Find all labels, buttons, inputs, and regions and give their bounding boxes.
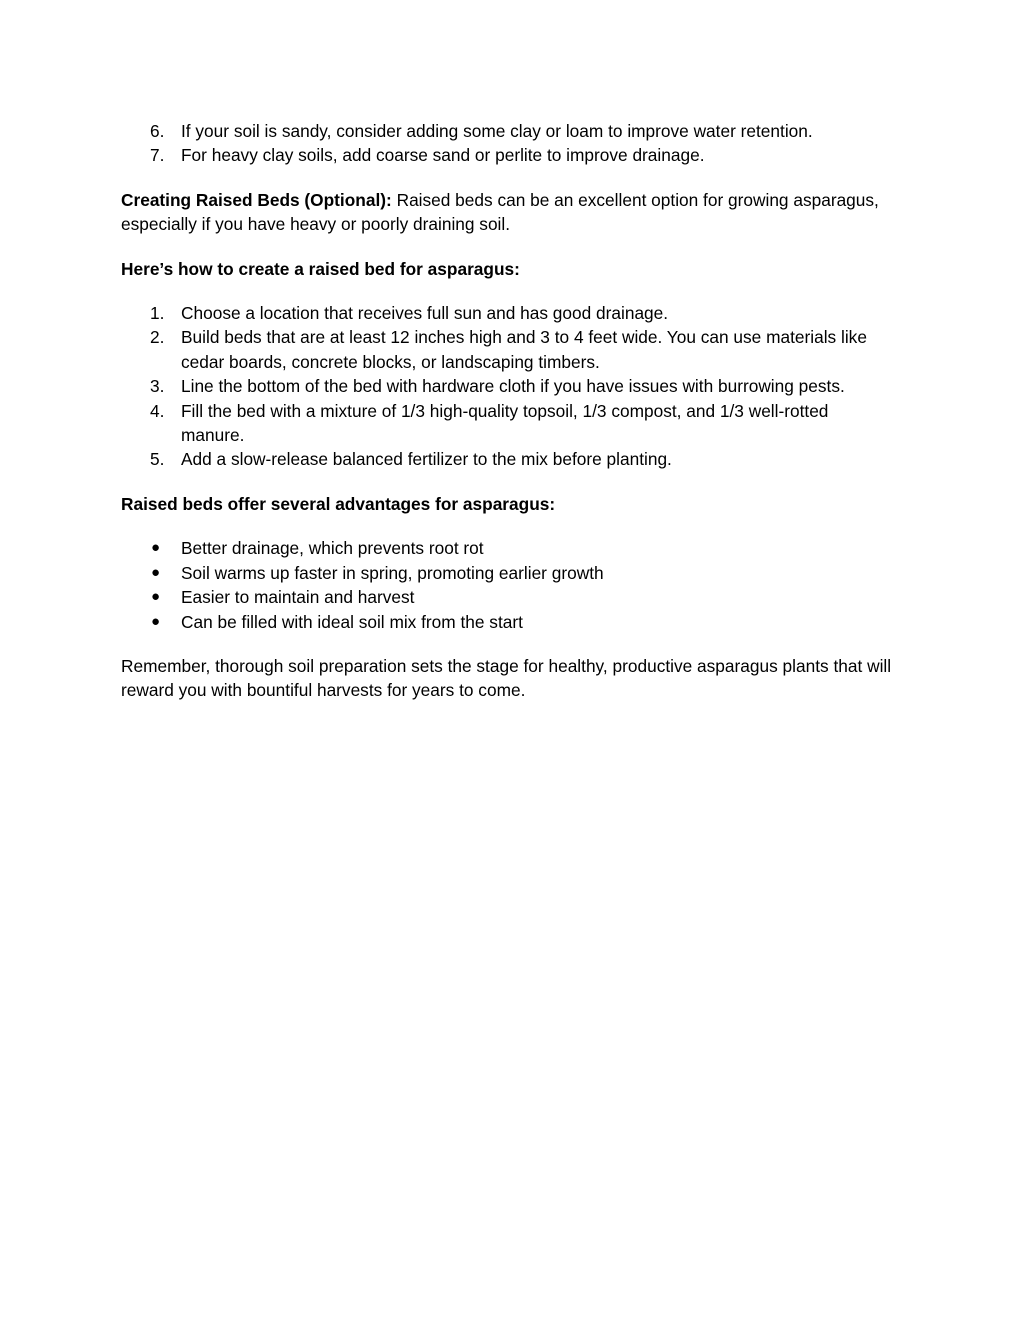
list-item — [121, 119, 896, 143]
raised-beds-intro-heading: Creating Raised Beds (Optional): — [121, 189, 392, 210]
bullet-item — [121, 536, 896, 560]
raised-beds-intro-paragraph — [121, 188, 896, 237]
soil-amendment-list — [121, 119, 896, 168]
list-marker: 3. — [150, 376, 165, 397]
bullet-item — [121, 585, 896, 609]
list-item — [121, 399, 896, 448]
bullet-item-text: Can be filled with ideal soil mix from the start — [181, 611, 523, 632]
bullet-item — [121, 561, 896, 585]
bullet-item-text: Easier to maintain and harvest — [181, 587, 415, 608]
list-item-text: Line the bottom of the bed with hardware cloth if you have issues with burrowing pests. — [181, 376, 845, 397]
bullet-item-text: Soil warms up faster in spring, promoting earlier growth — [181, 562, 604, 583]
list-item — [121, 143, 896, 167]
list-marker: 2. — [150, 327, 165, 348]
bullet-item — [121, 610, 896, 634]
list-item-text: Fill the bed with a mixture of 1/3 high-quality topsoil, 1/3 compost, and 1/3 well-rotted manure. — [181, 400, 829, 446]
closing-paragraph: Remember, thorough soil preparation sets the stage for healthy, productive asparagus plants that will reward you with bountiful harvests for years to come. — [121, 655, 892, 701]
list-item-text: For heavy clay soils, add coarse sand or perlite to improve drainage. — [181, 145, 705, 166]
bullet-icon: ● — [151, 539, 161, 557]
list-item — [121, 447, 896, 471]
list-item-text: Add a slow-release balanced fertilizer to the mix before planting. — [181, 449, 672, 470]
list-marker: 5. — [150, 449, 165, 470]
list-marker: 4. — [150, 400, 165, 421]
bullet-icon: ● — [151, 588, 161, 606]
advantages-list — [121, 536, 896, 634]
bullet-item-text: Better drainage, which prevents root rot — [181, 538, 484, 559]
howto-heading: Here’s how to create a raised bed for asparagus: — [121, 258, 520, 279]
list-marker: 7. — [150, 145, 165, 166]
list-marker: 1. — [150, 303, 165, 324]
list-item-text: Choose a location that receives full sun and has good drainage. — [181, 303, 669, 324]
howto-list — [121, 301, 896, 472]
list-marker: 6. — [150, 121, 165, 141]
list-item — [121, 301, 896, 325]
bullet-icon: ● — [151, 563, 161, 581]
list-item — [121, 325, 896, 374]
list-item — [121, 374, 896, 398]
raised-beds-intro-text: Raised beds can be an excellent option for growing asparagus, especially if you have heavy or poorly draining soil. — [121, 189, 879, 235]
list-item-text: If your soil is sandy, consider adding some clay or loam to improve water retention. — [181, 121, 813, 141]
list-item-text: Build beds that are at least 12 inches high and 3 to 4 feet wide. You can use materials like cedar boards, concrete blocks, or landscaping timbers. — [181, 327, 867, 372]
bullet-icon: ● — [151, 612, 161, 630]
advantages-heading: Raised beds offer several advantages for asparagus: — [121, 493, 556, 514]
document-content — [121, 119, 896, 703]
